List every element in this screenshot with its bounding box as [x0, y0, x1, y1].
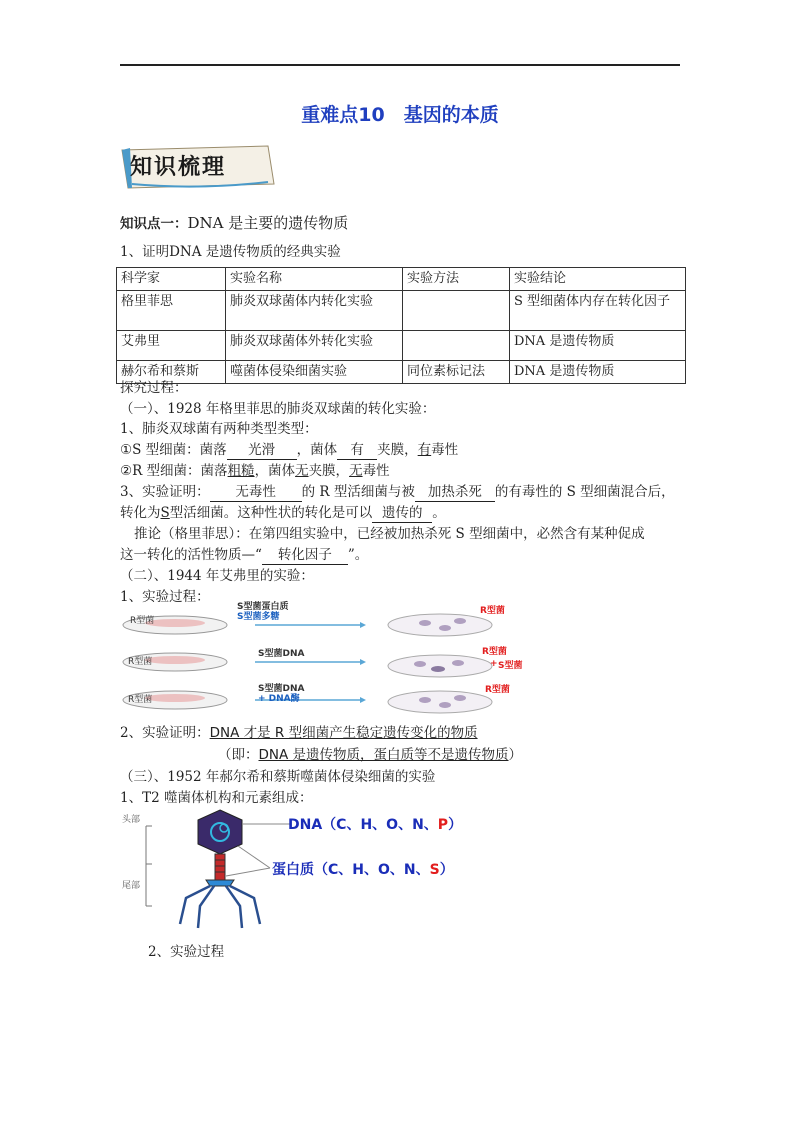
table-row [117, 361, 686, 384]
blank-heritable: 遗传的 [372, 505, 432, 523]
r-result-label: R型菌 [482, 647, 507, 657]
section-badge [118, 144, 278, 190]
body-line-5 [120, 461, 390, 481]
underlined-text: S [160, 505, 170, 521]
table-header-cell: 实验名称 [226, 268, 403, 291]
blank-nontoxic: 无毒性 [210, 484, 302, 502]
table-cell [403, 291, 510, 331]
body-line-2: （一）、1928 年格里菲思的肺炎双球菌的转化实验： [120, 401, 436, 417]
underlined-text: DNA 才是 R 型细菌产生稳定遗传变化的物质 [209, 725, 478, 741]
r-result-label: R型菌 [485, 685, 510, 695]
text: 的有毒性的 S 型细菌混合后， [494, 484, 675, 500]
underlined-text: 无 [295, 463, 309, 479]
table-cell: 格里菲思 [117, 291, 226, 331]
blank-smooth: 光滑 [227, 442, 297, 460]
text: 夹膜， [308, 463, 350, 479]
dnase-label: + DNA酶 [258, 694, 300, 704]
text: （即： [218, 747, 259, 763]
body-line-11: 1、实验过程： [120, 589, 210, 605]
s-result-label: S型菌 [498, 661, 523, 671]
text: 毒性 [362, 463, 390, 479]
table-row [117, 291, 686, 331]
text: ，菌体 [296, 442, 338, 458]
text: ①S 型细菌：菌落 [120, 442, 227, 458]
table-cell: 肺炎双球菌体内转化实验 [226, 291, 403, 331]
section1-heading [120, 213, 348, 234]
top-rule [120, 64, 680, 66]
table-cell: 艾弗里 [117, 331, 226, 361]
table-row [117, 331, 686, 361]
text: ②R 型细菌：菌落 [120, 463, 228, 479]
underlined-text: DNA 是遗传物质，蛋白质等不是遗传物质 [258, 747, 509, 763]
underlined-text: 有 [417, 442, 432, 458]
s-polysaccharide-label: S型菌多糖 [237, 612, 280, 622]
table-cell: 噬菌体侵染细菌实验 [226, 361, 403, 384]
body-line-6 [120, 482, 675, 502]
text: ） [508, 747, 523, 763]
body-line-8: 推论（格里菲思）：在第四组实验中，已经被加热杀死 S 型细菌中，必然含有某种促成 [134, 526, 645, 542]
body-line-4 [120, 440, 458, 460]
r-result-label: R型菌 [480, 606, 505, 616]
text: 转化为 [120, 505, 161, 521]
table-cell: 赫尔希和蔡斯 [117, 361, 226, 384]
table-cell: 同位素标记法 [403, 361, 510, 384]
body-line-10: （二）、1944 年艾弗里的实验： [120, 568, 314, 584]
heading-text: DNA 是主要的遗传物质 [187, 214, 349, 232]
text: 3、实验证明： [120, 484, 210, 500]
text: 这一转化的活性物质—“ [120, 547, 262, 563]
s-protein-label: S型菌蛋白质 [237, 602, 289, 612]
text: 夹膜， [377, 442, 418, 458]
text: ，菌体 [254, 463, 296, 479]
experiments-table [116, 267, 686, 384]
text: 型活细菌。这种性状的转化是可以 [169, 505, 373, 521]
text: ”。 [347, 547, 369, 563]
s-dna-label: S型菌DNA [258, 649, 305, 659]
r-strain-label: R型菌 [128, 657, 153, 667]
text: 的 R 型活细菌与被 [301, 484, 415, 500]
r-strain-label: R型菌 [128, 695, 153, 705]
t2-phage-figure [120, 806, 530, 934]
table-header-cell: 实验方法 [403, 268, 510, 291]
table-cell: S 型细菌体内存在转化因子 [510, 291, 686, 331]
dna-composition-label: DNA（C、H、O、N、P） [288, 817, 463, 833]
phage-icon [180, 810, 260, 928]
table-header-cell: 实验结论 [510, 268, 686, 291]
section1-sub1: 1、证明DNA 是遗传物质的经典实验 [120, 244, 341, 260]
table-cell [403, 331, 510, 361]
page-title: 重难点10 基因的本质 [301, 104, 499, 126]
table-header-row [117, 268, 686, 291]
body-line-13 [218, 745, 522, 765]
body-line-1: 探究过程： [120, 380, 188, 396]
plus-sign: + [490, 659, 498, 669]
avery-experiment-figure [120, 600, 530, 718]
dish-row-1 [123, 614, 492, 636]
heading-prefix: 知识点一： [120, 216, 188, 232]
s-dna-label: S型菌DNA [258, 684, 305, 694]
text: 毒性 [431, 442, 459, 458]
body-line-14: （三）、1952 年郝尔希和蔡斯噬菌体侵染细菌的实验 [120, 769, 436, 785]
table-header-cell: 科学家 [117, 268, 226, 291]
table-cell: DNA 是遗传物质 [510, 361, 686, 384]
dish-row-2 [123, 653, 492, 677]
text: 。 [432, 505, 446, 521]
underlined-text: 无 [349, 463, 363, 479]
text: 2、实验证明： [120, 725, 210, 741]
dish-row-3 [123, 691, 492, 713]
badge-text: 知识梳理 [130, 154, 227, 180]
blank-capsule: 有 [337, 442, 377, 460]
underlined-text: 粗糙 [227, 463, 255, 479]
r-strain-label: R型菌 [130, 616, 155, 626]
body-line-9 [120, 545, 368, 565]
body-line-16: 2、实验过程 [148, 944, 225, 960]
body-line-3: 1、肺炎双球菌有两种类型类型： [120, 421, 318, 437]
table-cell: 肺炎双球菌体外转化实验 [226, 331, 403, 361]
body-line-12 [120, 723, 478, 743]
blank-heat-killed: 加热杀死 [415, 484, 495, 502]
pointer-line [238, 846, 270, 868]
protein-composition-label: 蛋白质（C、H、O、N、S） [272, 862, 454, 878]
head-label: 头部 [122, 815, 141, 825]
tail-label: 尾部 [122, 881, 141, 891]
table-cell: DNA 是遗传物质 [510, 331, 686, 361]
body-line-7 [120, 503, 446, 523]
blank-transforming-factor: 转化因子 [262, 547, 348, 565]
body-line-15: 1、T2 噬菌体机构和元素组成： [120, 790, 313, 806]
